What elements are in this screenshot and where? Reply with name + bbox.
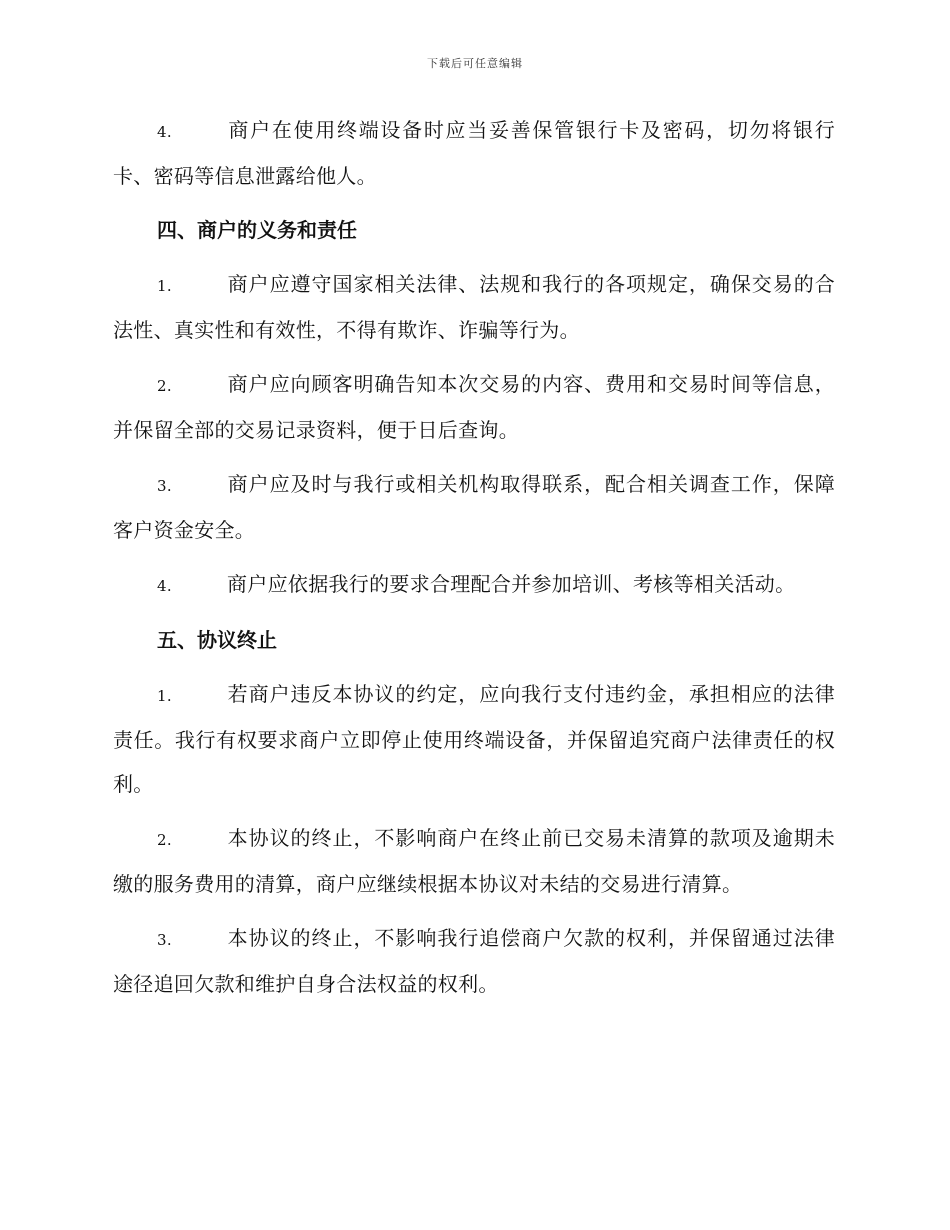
item-text: 商户应遵守国家相关法律、法规和我行的各项规定，确保交易的合法性、真实性和有效性，不得有欺诈、诈骗等行为。 — [113, 272, 835, 342]
item-text: 商户应及时与我行或相关机构取得联系，配合相关调查工作，保障客户资金安全。 — [113, 472, 835, 542]
list-item — [113, 262, 835, 352]
item-text: 商户应向顾客明确告知本次交易的内容、费用和交易时间等信息，并保留全部的交易记录资料，便于日后查询。 — [113, 372, 835, 442]
item-text: 本协议的终止，不影响我行追偿商户欠款的权利，并保留通过法律途径追回欠款和维护自身合法权益的权利。 — [113, 926, 835, 996]
header-note: 下载后可任意编辑 — [427, 57, 523, 70]
list-item — [113, 816, 835, 906]
item-number: 4. — [157, 123, 172, 141]
item-number: 1. — [157, 277, 172, 295]
item-text: 商户在使用终端设备时应当妥善保管银行卡及密码，切勿将银行卡、密码等信息泄露给他人。 — [113, 118, 835, 188]
list-item — [113, 362, 835, 452]
item-number: 4. — [157, 577, 172, 595]
item-number: 3. — [157, 477, 172, 495]
item-number: 1. — [157, 687, 172, 705]
list-item — [113, 672, 835, 806]
section-heading: 四、商户的义务和责任 — [157, 218, 357, 242]
list-item — [113, 916, 835, 1006]
list-item — [113, 108, 835, 198]
section-heading: 五、协议终止 — [157, 628, 277, 652]
item-text: 商户应依据我行的要求合理配合并参加培训、考核等相关活动。 — [227, 572, 796, 596]
document-body — [113, 108, 835, 1016]
item-number: 2. — [157, 831, 172, 849]
item-number: 2. — [157, 377, 172, 395]
list-item — [113, 462, 835, 552]
item-text: 若商户违反本协议的约定，应向我行支付违约金，承担相应的法律责任。我行有权要求商户立即停止使用终端设备，并保留追究商户法律责任的权利。 — [113, 682, 835, 796]
list-item — [113, 562, 835, 608]
item-number: 3. — [157, 931, 172, 949]
item-text: 本协议的终止，不影响商户在终止前已交易未清算的款项及逾期未缴的服务费用的清算，商户应继续根据本协议对未结的交易进行清算。 — [113, 826, 835, 896]
